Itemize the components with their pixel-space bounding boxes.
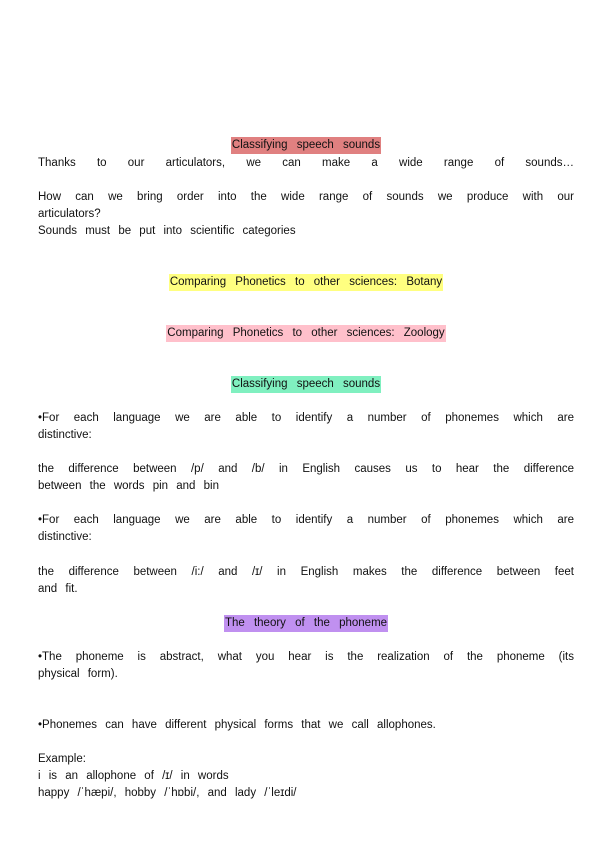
theory-1b: physical form). (38, 668, 118, 680)
intro-line-2a: How can we bring order into the wide range of sounds we produce with our (38, 191, 574, 203)
bullet-1a: •For each language we are able to identify a number of phonemes which are (38, 412, 574, 424)
theory-1a: •The phoneme is abstract, what you hear is the realization of the phoneme (its (38, 651, 574, 663)
intro-line-1: Thanks to our articulators, we can make a wide range of sounds… (38, 157, 574, 169)
example-3a: i is an allophone of /ɪ/ in words (38, 770, 229, 782)
example-3b: happy /ˈhæpi/, hobby /ˈhɒbi/, and lady /ˈleɪdi/ (38, 787, 297, 799)
bullet-1b: distinctive: (38, 429, 92, 441)
intro-line-3: Sounds must be put into scientific categories (38, 225, 296, 237)
example-label: Example: (38, 753, 86, 765)
heading-theory-of-phoneme: The theory of the phoneme (38, 615, 574, 632)
example-2a: the difference between /i:/ and /ɪ/ in English makes the difference between feet (38, 566, 574, 578)
example-1a: the difference between /p/ and /b/ in English causes us to hear the difference (38, 463, 574, 475)
example-2b: and fit. (38, 583, 78, 595)
example-1b: between the words pin and bin (38, 480, 219, 492)
heading-zoology: Comparing Phonetics to other sciences: Zoology (38, 325, 574, 342)
theory-2: •Phonemes can have different physical forms that we call allophones. (38, 719, 436, 731)
intro-line-2b: articulators? (38, 208, 101, 220)
heading-botany: Comparing Phonetics to other sciences: Botany (38, 274, 574, 291)
heading-classifying-speech-sounds: Classifying speech sounds (38, 137, 574, 154)
heading-classifying-speech-sounds-2: Classifying speech sounds (38, 376, 574, 393)
bullet-2b: distinctive: (38, 531, 92, 543)
bullet-2a: •For each language we are able to identify a number of phonemes which are (38, 514, 574, 526)
